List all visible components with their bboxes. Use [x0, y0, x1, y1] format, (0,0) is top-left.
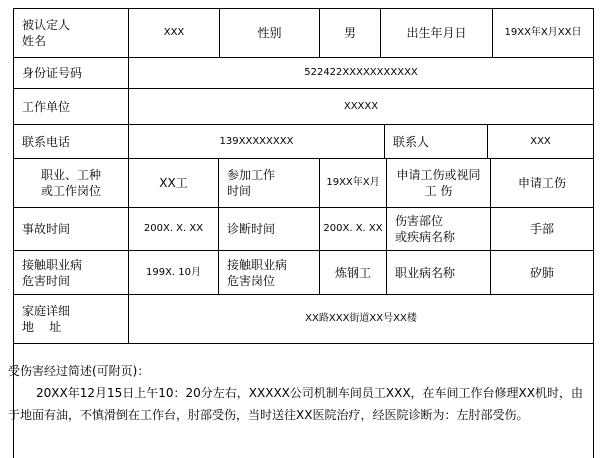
- exposure-time-value: 199X. 10月: [145, 266, 202, 278]
- employer-label: 工作单位: [22, 99, 71, 114]
- exposure-post-label: [219, 251, 319, 294]
- apply-type-label-line2: 工 伤: [424, 184, 453, 198]
- join-value: 19XX年X月: [326, 177, 380, 188]
- join-label-line1: 参加工作: [227, 168, 276, 182]
- name-label-line1: 被认定人: [22, 18, 71, 32]
- injury-part-label: [387, 208, 490, 250]
- exposure-post-value: 炼钢工: [334, 265, 371, 280]
- birth-value: 19XX年X月XX日: [504, 27, 582, 38]
- rule-right: [593, 8, 594, 458]
- exposure-post-label-line2: 危害岗位: [227, 273, 276, 288]
- id-label: 身份证号码: [22, 66, 83, 80]
- name-label: [14, 9, 128, 57]
- apply-type-label-line1: 申请工伤或视同: [396, 168, 481, 182]
- contact-value: XXX: [530, 135, 551, 147]
- accident-time-value: 200X. X. XX: [143, 223, 204, 234]
- apply-type-value: 申请工伤: [517, 176, 566, 190]
- exposure-time-label-line1: 接触职业病: [22, 257, 83, 272]
- phone-label: 联系电话: [22, 134, 71, 149]
- join-label: [219, 159, 319, 207]
- exposure-time-label-line2: 危害时间: [22, 273, 71, 288]
- injury-part-label-line1: 伤害部位: [395, 214, 444, 228]
- address-label: [14, 295, 128, 343]
- address-label-line2: 地 址: [22, 320, 62, 334]
- diagnosis-time-value: 200X. X. XX: [323, 223, 383, 234]
- gender-value: 男: [343, 26, 356, 40]
- rule-8: [13, 343, 594, 344]
- address-label-line1: 家庭详细: [22, 304, 71, 318]
- exposure-time-label: [14, 251, 128, 294]
- injury-part-label-line2: 或疾病名称: [395, 230, 456, 244]
- join-label-line2: 时间: [227, 184, 252, 198]
- employer-value: XXXXX: [343, 100, 379, 112]
- injury-part-value: 手部: [529, 222, 554, 236]
- accident-time-label: 事故时间: [22, 222, 71, 236]
- exposure-post-label-line1: 接触职业病: [227, 257, 288, 272]
- diagnosis-time-label: 诊断时间: [227, 222, 276, 236]
- job-value: XX工: [159, 176, 188, 190]
- narrative-heading: 受伤害经过简述(可附页)：: [8, 364, 150, 378]
- contact-label: 联系人: [393, 134, 430, 149]
- name-label-line2: 姓名: [22, 34, 47, 48]
- phone-value: 139XXXXXXXX: [219, 135, 294, 147]
- injury-narrative: [8, 360, 593, 426]
- apply-type-label: [387, 159, 490, 207]
- name-value: XXX: [163, 27, 185, 38]
- job-label-line2: 或工作岗位: [40, 184, 101, 198]
- id-value: 522422XXXXXXXXXXX: [304, 67, 418, 78]
- disease-label: 职业病名称: [395, 265, 456, 280]
- job-label-line1: 职业、工种: [40, 168, 101, 182]
- birth-label: 出生年月日: [406, 26, 467, 40]
- job-label: [14, 159, 128, 207]
- address-value: XX路XXX街道XX号XX楼: [305, 313, 417, 324]
- gender-label: 性别: [257, 26, 282, 40]
- disease-value: 矽肺: [529, 265, 554, 280]
- narrative-body: 20XX年12月15日上午10：20分左右，XXXXX公司机制车间员工XXX，在车间工作台修理XX机时，由于地面有油，不慎滑倒在工作台，肘部受伤，当时送往XX医院治疗，经医院诊断为：左肘部受伤。: [8, 386, 583, 422]
